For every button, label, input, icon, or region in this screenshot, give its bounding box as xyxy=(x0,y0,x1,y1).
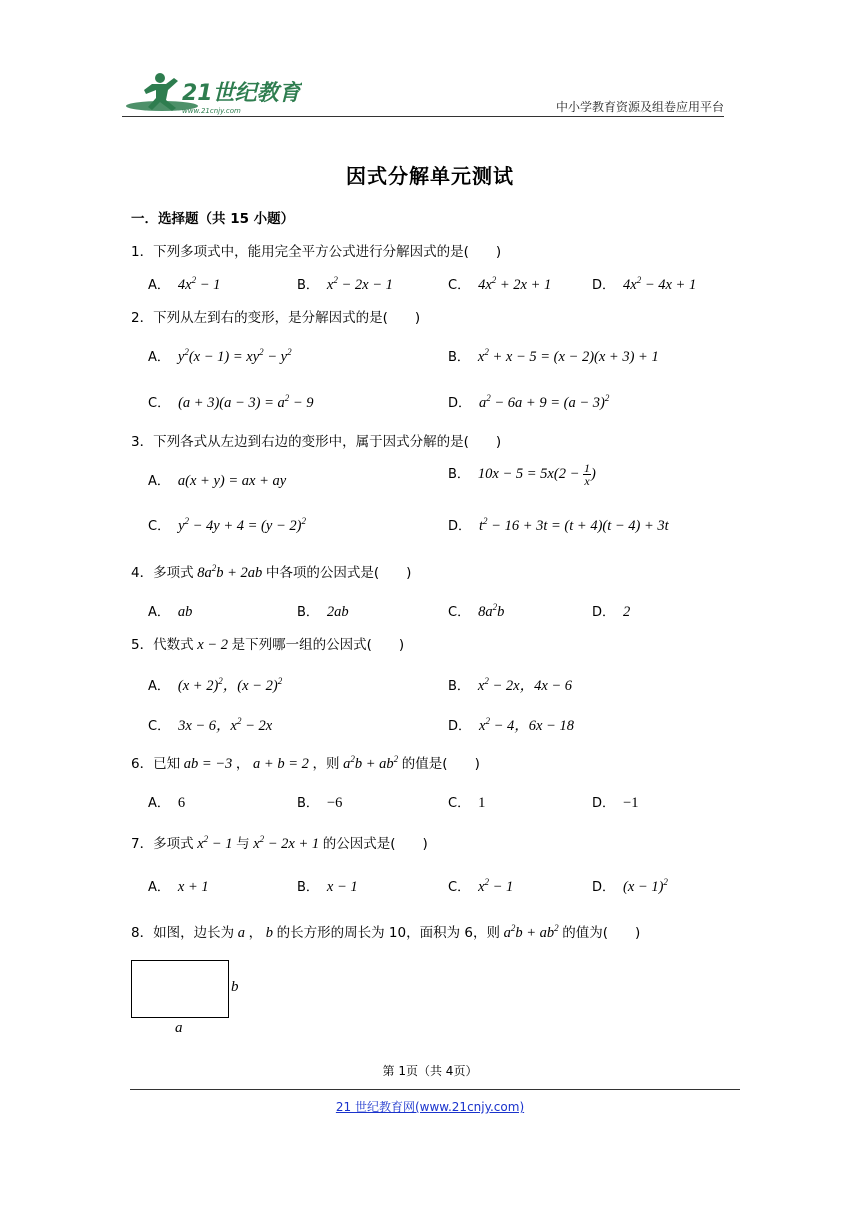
svg-text:www.21cnjy.com: www.21cnjy.com xyxy=(182,107,241,115)
page-number: 第 1页（共 4页） xyxy=(382,1064,478,1078)
question-4: 4．多项式 $8a^2b + 2ab$ 中各项的公因式是( ) xyxy=(131,563,412,581)
q7-option-c: C． $x^2 - 1$ xyxy=(448,877,514,895)
q2-option-b: B． $x^2 + x - 5 = (x - 2)(x + 3) + 1$ xyxy=(448,347,659,365)
q7-option-d: D． $(x - 1)^2$ xyxy=(592,877,668,895)
q4-option-b: B． 2ab xyxy=(297,604,349,620)
question-6: 6．已知 ab = −3 ， a + b = 2 ，则 $a^2b + ab^2$ 的值是( ) xyxy=(131,754,480,772)
q3-option-a: A． a(x + y) = ax + ay xyxy=(148,473,287,489)
question-2: 2．下列从左到右的变形，是分解因式的是( ) xyxy=(131,310,421,326)
q4-option-c: C． $8a^2b$ xyxy=(448,602,505,620)
figure-label-a: a xyxy=(175,1020,183,1036)
q2-option-d: D． $a^2 - 6a + 9 = (a - 3)^2$ xyxy=(448,393,610,411)
q1-option-d: D． $4x^2 - 4x + 1$ xyxy=(592,275,697,293)
q7-option-a: A． x + 1 xyxy=(148,879,209,895)
question-1: 1．下列多项式中，能用完全平方公式进行分解因式的是( ) xyxy=(131,244,502,260)
q5-option-c: C． 3x − 6，$x^2 - 2x$ xyxy=(148,716,273,734)
q5-option-a: A． $(x + 2)^2$，$(x - 2)^2$ xyxy=(148,676,283,694)
footer-divider xyxy=(130,1089,740,1090)
q7-option-b: B． x − 1 xyxy=(297,879,358,895)
q3-option-c: C． $y^2 - 4y + 4 = (y - 2)^2$ xyxy=(148,516,306,534)
q6-option-c: C． 1 xyxy=(448,795,486,811)
rectangle-figure xyxy=(131,960,229,1018)
footer-link[interactable]: 21 世纪教育网(www.21cnjy.com) xyxy=(335,1100,525,1114)
question-8: 8．如图，边长为 a ， b 的长方形的周长为 10，面积为 6，则 $a^2b + ab^2$ 的值为( ) xyxy=(131,923,641,941)
section-heading: 一．选择题（共 15 小题） xyxy=(131,211,295,227)
header-divider xyxy=(122,116,724,117)
figure-label-b: b xyxy=(231,979,239,995)
q5-option-d: D． $x^2 - 4$，6x − 18 xyxy=(448,716,574,734)
q6-option-d: D． −1 xyxy=(592,795,639,811)
q6-option-a: A． 6 xyxy=(148,795,186,811)
q2-option-a: A． $y^2(x - 1) = xy^2 - y^2$ xyxy=(148,347,292,365)
q3-option-b: B． 10x − 5 = 5x(2 − $\frac{1}{x}$ ) xyxy=(448,461,596,488)
q4-option-a: A． ab xyxy=(148,604,193,620)
q3-option-d: D． $t^2 - 16 + 3t = (t + 4)(t - 4) + 3t$ xyxy=(448,516,669,534)
question-7: 7．多项式 $x^2 - 1$ 与 $x^2 - 2x + 1$ 的公因式是( ) xyxy=(131,834,428,852)
q1-option-c: C． $4x^2 + 2x + 1$ xyxy=(448,275,552,293)
q6-option-b: B． −6 xyxy=(297,795,343,811)
q1-option-a: A． $4x^2 - 1$ xyxy=(148,275,221,293)
question-5: 5．代数式 x − 2 是下列哪一组的公因式( ) xyxy=(131,637,405,653)
svg-text:21世纪教育: 21世纪教育 xyxy=(182,81,301,106)
site-logo xyxy=(122,70,302,120)
q2-option-c: C． $(a + 3)(a - 3) = a^2 - 9$ xyxy=(148,393,314,411)
page-title: 因式分解单元测试 xyxy=(346,164,514,188)
q4-option-d: D． 2 xyxy=(592,604,631,620)
question-3: 3．下列各式从左边到右边的变形中，属于因式分解的是( ) xyxy=(131,434,502,450)
q5-option-b: B． $x^2 - 2x$，4x − 6 xyxy=(448,676,573,694)
q1-option-b: B． $x^2 - 2x - 1$ xyxy=(297,275,393,293)
platform-name: 中小学教育资源及组卷应用平台 xyxy=(555,100,724,114)
